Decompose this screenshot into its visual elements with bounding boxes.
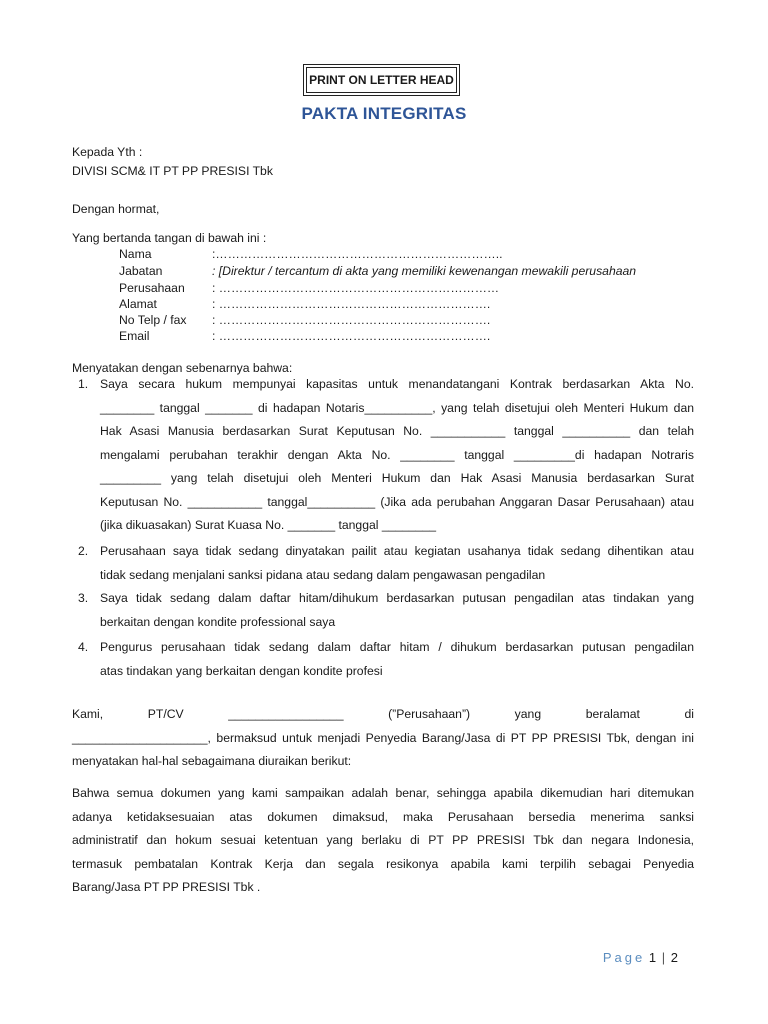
- field-label-nama: Nama: [119, 247, 152, 261]
- recipient-line-1: Kepada Yth :: [72, 145, 143, 159]
- page-footer: [603, 950, 678, 965]
- field-value-email: : ………………………………………………………….: [212, 329, 491, 343]
- statement-line: Saya tidak sedang dalam daftar hitam/dihukum berdasarkan putusan pengadilan atas tindakan yang: [100, 591, 694, 605]
- paragraph-line: menyatakan hal-hal sebagaimana diuraikan berikut:: [72, 754, 352, 768]
- document-title: PAKTA INTEGRITAS: [301, 104, 467, 123]
- statement-line: tidak sedang menjalani sanksi pidana atau sedang dalam pengawasan pengadilan: [100, 567, 546, 582]
- field-value-nama: :……………………………………………………………..: [212, 247, 503, 261]
- letterhead-notice-text: PRINT ON LETTER HEAD: [306, 67, 457, 93]
- paragraph-line: Bahwa semua dokumen yang kami sampaikan adalah benar, sehingga apabila dikemudian hari ditemukan: [72, 786, 694, 800]
- page-separator: |: [661, 950, 666, 965]
- statement-number: 1.: [78, 377, 89, 391]
- paragraph-line: Barang/Jasa PT PP PRESISI Tbk .: [72, 880, 261, 894]
- recipient-line-2: DIVISI SCM& IT PT PP PRESISI Tbk: [72, 164, 273, 178]
- statement-number: 2.: [78, 544, 89, 558]
- greeting: Dengan hormat,: [72, 202, 160, 216]
- statement-line: berkaitan dengan kondite professional saya: [100, 614, 336, 629]
- statement-line: _________ yang telah disetujui oleh Menteri Hukum dan Hak Asasi Manusia berdasarkan Surat: [100, 471, 694, 485]
- statement-line: (jika dikuasakan) Surat Kuasa No. _______ tanggal ________: [100, 518, 437, 532]
- paragraph-line: termasuk pembatalan Kontrak Kerja dan segala resikonya apabila kami terpilih sebagai Penyedia: [72, 856, 694, 871]
- statement-line: ________ tanggal _______ di hadapan Notaris__________, yang telah disetujui oleh Menteri Hukum dan: [100, 400, 694, 415]
- statement-body: [100, 587, 694, 634]
- statement-number: 4.: [78, 640, 89, 654]
- closing-paragraph: [72, 782, 694, 900]
- statement-line: Saya secara hukum mempunyai kapasitas untuk menandatangani Kontrak berdasarkan Akta No.: [100, 377, 694, 391]
- statement-line: Pengurus perusahaan tidak sedang dalam daftar hitam / dihukum berdasarkan putusan pengadilan: [100, 640, 694, 654]
- field-label-jabatan: Jabatan: [119, 264, 163, 278]
- paragraph-line: adanya ketidaksesuaian atas dokumen dimaksud, maka Perusahaan bersedia menerima sanksi: [72, 809, 694, 824]
- field-label-perusahaan: Perusahaan: [119, 281, 185, 295]
- field-value-jabatan: : [Direktur / tercantum di akta yang memiliki kewenangan mewakili perusahaan: [212, 264, 637, 278]
- signatory-intro: Yang bertanda tangan di bawah ini :: [72, 231, 267, 245]
- paragraph-line: ____________________, bermaksud untuk menjadi Penyedia Barang/Jasa di PT PP PRESISI Tbk, dengan ini: [72, 730, 694, 745]
- paragraph-line: Kami, PT/CV _________________ (”Perusahaan”) yang beralamat di: [72, 707, 694, 721]
- statement-line: mengalami perubahan terakhir dengan Akta No. ________ tanggal _________di hadapan Notraris: [100, 447, 694, 462]
- paragraph-line: administratif dan hokum sesuai ketentuan yang berlaku di PT PP PRESISI Tbk dan negara Indonesia,: [72, 833, 694, 847]
- field-value-alamat: : ………………………………………………………….: [212, 297, 491, 311]
- field-label-alamat: Alamat: [119, 297, 157, 311]
- field-value-telp: : ………………………………………………………….: [212, 313, 491, 327]
- statement-line: Keputusan No. ___________ tanggal__________ (Jika ada perubahan Anggaran Dasar Perusahaan) atau: [100, 494, 694, 509]
- field-label-telp: No Telp / fax: [119, 313, 187, 327]
- statement-body: [100, 540, 694, 587]
- company-paragraph: [72, 703, 694, 774]
- statement-body: [100, 636, 694, 683]
- statement-line: Hak Asasi Manusia berdasarkan Surat Keputusan No. ___________ tanggal __________ dan telah: [100, 424, 694, 438]
- statement-line: atas tindakan yang berkaitan dengan kondite profesi: [100, 663, 383, 678]
- declaration-intro: Menyatakan dengan sebenarnya bahwa:: [72, 361, 293, 375]
- page-label: Page: [602, 950, 646, 965]
- field-value-perusahaan: : ……………………………………………………………: [212, 281, 500, 295]
- field-label-email: Email: [119, 329, 150, 343]
- letterhead-notice-box: [303, 64, 460, 96]
- page-total: 2: [670, 950, 678, 965]
- statement-body: [100, 373, 694, 538]
- statement-number: 3.: [78, 591, 89, 605]
- page-number: 1: [648, 950, 657, 965]
- statement-line: Perusahaan saya tidak sedang dinyatakan pailit atau kegiatan usahanya tidak sedang dihentikan atau: [100, 544, 694, 558]
